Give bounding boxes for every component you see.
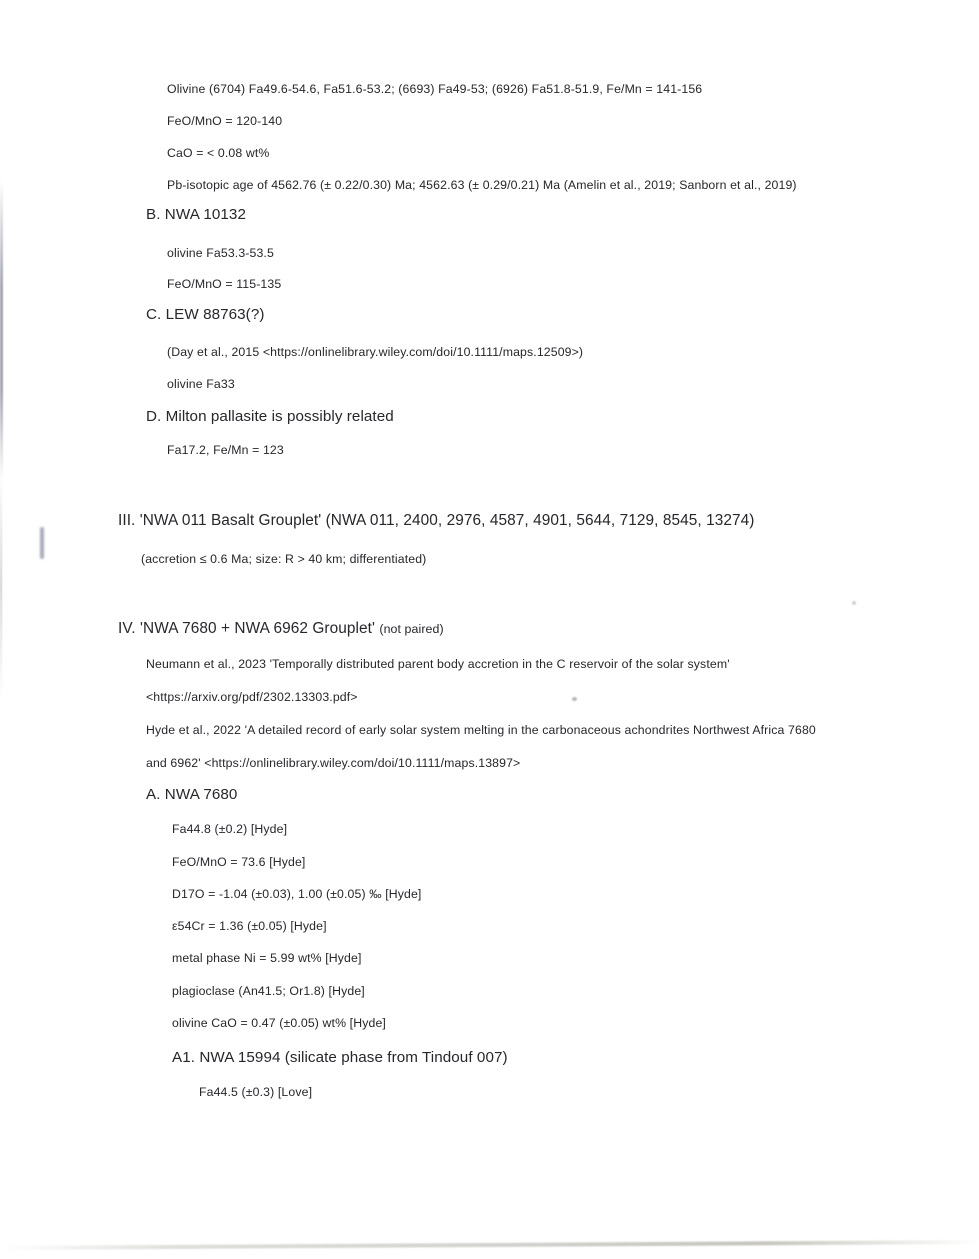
- text-line-heading-a-nwa-7680: A. NWA 7680: [146, 786, 238, 803]
- text-line-d17o-hyde: D17O = -1.04 (±0.03), 1.00 (±0.05) ‰ [Hyde]: [172, 887, 422, 901]
- text-line-heading-c-lew-88763: C. LEW 88763(?): [146, 306, 265, 323]
- text-line-heading-iii-nwa-011: III. 'NWA 011 Basalt Grouplet' (NWA 011, 2400, 2976, 4587, 4901, 5644, 7129, 8545, 13274): [118, 512, 755, 529]
- text-line-olivine-fa33: olivine Fa33: [167, 377, 235, 391]
- text-line-olivine-cao-hyde: olivine CaO = 0.47 (±0.05) wt% [Hyde]: [172, 1016, 386, 1030]
- text-line-fa172-femn-123: Fa17.2, Fe/Mn = 123: [167, 443, 284, 457]
- text-line-heading-d-milton-pallasite: D. Milton pallasite is possibly related: [146, 408, 394, 425]
- text-line-pb-isotopic-age: Pb-isotopic age of 4562.76 (± 0.22/0.30) Ma; 4562.63 (± 0.29/0.21) Ma (Amelin et al., 2019; Sanborn et al., 2019): [167, 178, 797, 192]
- text-line-metal-phase-ni-hyde: metal phase Ni = 5.99 wt% [Hyde]: [172, 951, 362, 965]
- text-line-e54cr-hyde: ε54Cr = 1.36 (±0.05) [Hyde]: [172, 919, 327, 933]
- text-line-heading-a1-nwa-15994: A1. NWA 15994 (silicate phase from Tindouf 007): [172, 1049, 508, 1066]
- text-line-olivine-6704: Olivine (6704) Fa49.6-54.6, Fa51.6-53.2; (6693) Fa49-53; (6926) Fa51.8-51.9, Fe/Mn = 141-156: [167, 82, 703, 96]
- text-line-fa448-hyde: Fa44.8 (±0.2) [Hyde]: [172, 822, 288, 836]
- text-line-heading-b-nwa-10132: B. NWA 10132: [146, 206, 246, 223]
- text-line-cao-008: CaO = < 0.08 wt%: [167, 146, 270, 160]
- text-line-feo-mno-736-hyde: FeO/MnO = 73.6 [Hyde]: [172, 855, 306, 869]
- scan-speck-artifact: [40, 527, 44, 559]
- text-line-heading-iv-nwa-7680: [118, 620, 444, 638]
- text-line-feo-mno-120-140: FeO/MnO = 120-140: [167, 114, 283, 128]
- scan-edge-artifact-left: [0, 180, 3, 480]
- heading-qualifier-text: (not paired): [379, 622, 444, 636]
- text-line-arxiv-link: <https://arxiv.org/pdf/2302.13303.pdf>: [146, 690, 358, 704]
- text-line-plagioclase-hyde: plagioclase (An41.5; Or1.8) [Hyde]: [172, 984, 365, 998]
- scan-speck-artifact-right: [852, 601, 856, 605]
- text-line-day-et-al-2015: (Day et al., 2015 <https://onlinelibrary.wiley.com/doi/10.1111/maps.12509>): [167, 345, 584, 359]
- text-line-iii-accretion-note: (accretion ≤ 0.6 Ma; size: R > 40 km; differentiated): [141, 552, 427, 566]
- text-line-feo-mno-115-135: FeO/MnO = 115-135: [167, 277, 282, 291]
- scan-speck-artifact-center: [572, 697, 577, 701]
- text-line-hyde-2022-line1: Hyde et al., 2022 'A detailed record of early solar system melting in the carbonaceous achondrites Northwest Africa 7680: [146, 723, 816, 737]
- scan-edge-artifact-bottom: [0, 1240, 979, 1250]
- text-line-hyde-2022-line2: and 6962' <https://onlinelibrary.wiley.com/doi/10.1111/maps.13897>: [146, 756, 521, 770]
- heading-main-text: IV. 'NWA 7680 + NWA 6962 Grouplet': [118, 620, 380, 637]
- scan-edge-artifact-left-lower: [0, 470, 2, 700]
- text-line-fa445-love: Fa44.5 (±0.3) [Love]: [199, 1085, 313, 1099]
- text-line-neumann-2023: Neumann et al., 2023 'Temporally distributed parent body accretion in the C reservoir of the solar system': [146, 657, 730, 671]
- text-line-olivine-fa533: olivine Fa53.3-53.5: [167, 246, 274, 260]
